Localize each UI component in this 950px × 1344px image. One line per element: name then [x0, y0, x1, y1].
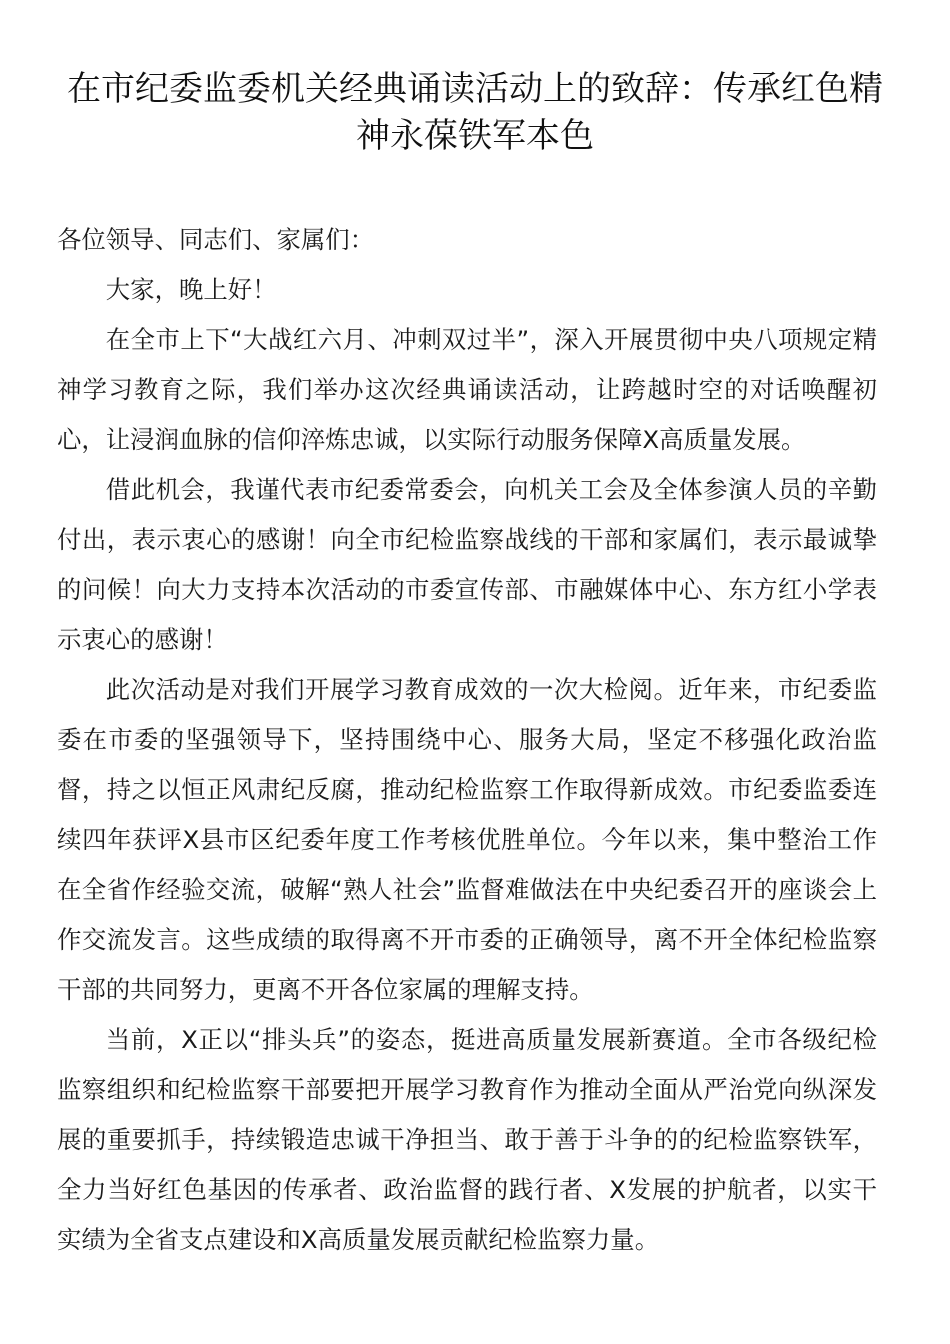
- document-title: 在市纪委监委机关经典诵读活动上的致辞：传承红色精神永葆铁军本色: [67, 69, 883, 156]
- salutation: 各位领导、同志们、家属们：: [57, 225, 375, 254]
- paragraph-greeting: 大家，晚上好！: [105, 275, 277, 304]
- document-body: [57, 215, 877, 1265]
- paragraph-opening: 在全市上下“大战红六月、冲刺双过半”，深入开展贯彻中央八项规定精神学习教育之际，我们举办这次经典诵读活动，让跨越时空的对话唤醒初心，让浸润血脉的信仰淬炼忠诚，以实际行动服务保障X高质量发展。: [57, 325, 877, 454]
- paragraph-thanks: 借此机会，我谨代表市纪委常委会，向机关工会及全体参演人员的辛勤付出，表示衷心的感谢！向全市纪检监察战线的干部和家属们，表示最诚挚的问候！向大力支持本次活动的市委宣传部、市融媒体中心、东方红小学表示衷心的感谢！: [57, 475, 877, 654]
- paragraph-outlook: 当前，X正以“排头兵”的姿态，挺进高质量发展新赛道。全市各级纪检监察组织和纪检监察干部要把开展学习教育作为推动全面从严治党向纵深发展的重要抓手，持续锻造忠诚干净担当、敢于善于斗争的的纪检监察铁军，全力当好红色基因的传承者、政治监督的践行者、X发展的护航者，以实干实绩为全省支点建设和X高质量发展贡献纪检监察力量。: [57, 1025, 877, 1254]
- paragraph-achievements: 此次活动是对我们开展学习教育成效的一次大检阅。近年来，市纪委监委在市委的坚强领导下，坚持围绕中心、服务大局，坚定不移强化政治监督，持之以恒正风肃纪反腐，推动纪检监察工作取得新成效。市纪委监委连续四年获评X县市区纪委年度工作考核优胜单位。今年以来，集中整治工作在全省作经验交流，破解“熟人社会”监督难做法在中央纪委召开的座谈会上作交流发言。这些成绩的取得离不开市委的正确领导，离不开全体纪检监察干部的共同努力，更离不开各位家属的理解支持。: [57, 675, 877, 1004]
